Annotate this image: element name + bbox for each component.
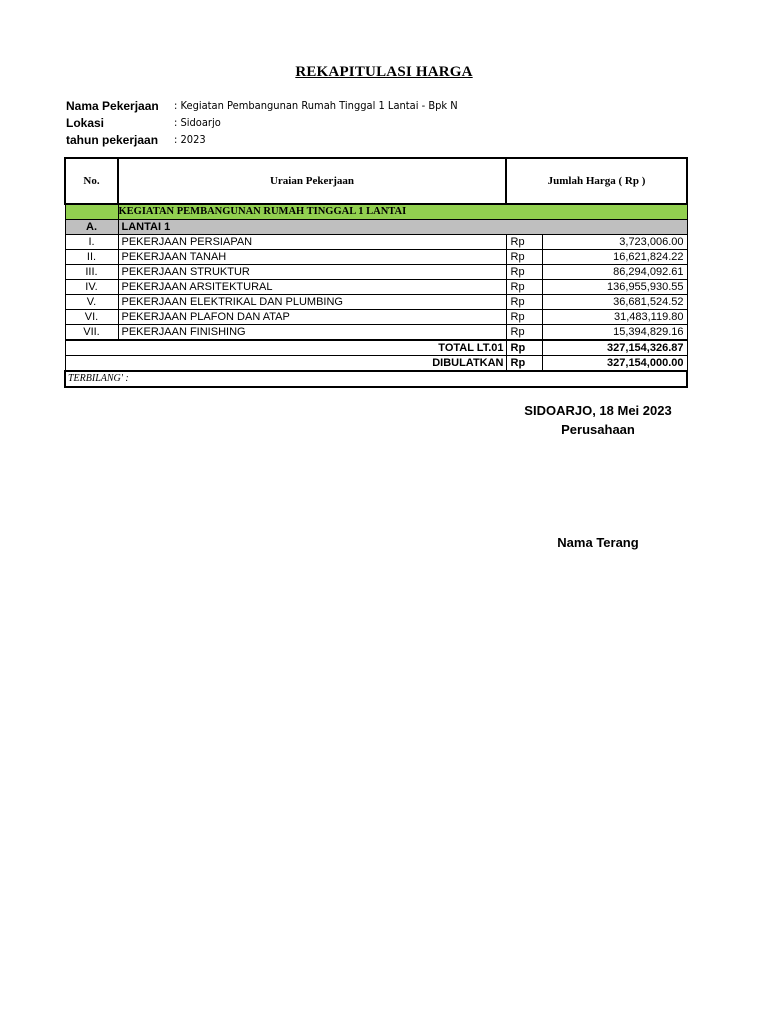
item-no: II. xyxy=(65,250,118,265)
group-label: KEGIATAN PEMBANGUNAN RUMAH TINGGAL 1 LANTAI xyxy=(118,204,687,220)
rounded-amount: 327,154,000.00 xyxy=(542,356,687,372)
item-amount: 136,955,930.55 xyxy=(542,280,687,295)
table-header-row xyxy=(65,158,687,204)
header-desc: Uraian Pekerjaan xyxy=(118,158,506,204)
table-row xyxy=(65,295,687,310)
total-label: TOTAL LT.01 xyxy=(65,340,506,356)
total-currency: Rp xyxy=(506,340,542,356)
item-amount: 86,294,092.61 xyxy=(542,265,687,280)
info-value: : Kegiatan Pembangunan Rumah Tinggal 1 Lantai - Bpk N xyxy=(174,99,458,112)
item-desc: PEKERJAAN PERSIAPAN xyxy=(118,235,506,250)
rounded-currency: Rp xyxy=(506,356,542,372)
item-currency: Rp xyxy=(506,250,542,265)
table-row xyxy=(65,325,687,341)
info-label: tahun pekerjaan xyxy=(66,132,159,147)
recap-table xyxy=(64,157,688,388)
item-currency: Rp xyxy=(506,235,542,250)
item-currency: Rp xyxy=(506,325,542,341)
group-row xyxy=(65,204,687,220)
table-row xyxy=(65,265,687,280)
item-currency: Rp xyxy=(506,310,542,325)
item-no: V. xyxy=(65,295,118,310)
item-currency: Rp xyxy=(506,280,542,295)
item-amount: 3,723,006.00 xyxy=(542,235,687,250)
info-value: : 2023 xyxy=(174,133,206,146)
info-label: Nama Pekerjaan xyxy=(66,98,159,113)
header-amount: Jumlah Harga ( Rp ) xyxy=(506,158,687,204)
item-amount: 36,681,524.52 xyxy=(542,295,687,310)
item-desc: PEKERJAAN FINISHING xyxy=(118,325,506,341)
item-amount: 16,621,824.22 xyxy=(542,250,687,265)
section-label: LANTAI 1 xyxy=(118,220,687,235)
item-no: VI. xyxy=(65,310,118,325)
rounded-row xyxy=(65,356,687,372)
item-no: VII. xyxy=(65,325,118,341)
rounded-label: DIBULATKAN xyxy=(65,356,506,372)
item-amount: 31,483,119.80 xyxy=(542,310,687,325)
info-label: Lokasi xyxy=(66,115,105,130)
terbilang-row xyxy=(65,371,687,387)
table-row xyxy=(65,310,687,325)
section-row xyxy=(65,220,687,235)
info-row-project xyxy=(66,97,489,114)
document-title: REKAPITULASI HARGA xyxy=(295,64,473,80)
signature-name: Nama Terang xyxy=(557,535,639,550)
item-desc: PEKERJAAN TANAH xyxy=(118,250,506,265)
item-currency: Rp xyxy=(506,295,542,310)
table-row xyxy=(65,250,687,265)
item-amount: 15,394,829.16 xyxy=(542,325,687,341)
info-row-location xyxy=(66,114,489,131)
project-info xyxy=(66,97,489,148)
signature-company: Perusahaan xyxy=(561,422,635,437)
header-no: No. xyxy=(65,158,118,204)
info-value: : Sidoarjo xyxy=(174,116,221,129)
item-desc: PEKERJAAN ARSITEKTURAL xyxy=(118,280,506,295)
item-desc: PEKERJAAN PLAFON DAN ATAP xyxy=(118,310,506,325)
section-no: A. xyxy=(65,220,118,235)
item-no: III. xyxy=(65,265,118,280)
terbilang-label: TERBILANG' : xyxy=(65,371,687,387)
info-row-year xyxy=(66,131,489,148)
item-no: IV. xyxy=(65,280,118,295)
item-desc: PEKERJAAN STRUKTUR xyxy=(118,265,506,280)
total-amount: 327,154,326.87 xyxy=(542,340,687,356)
table-row xyxy=(65,235,687,250)
group-no-cell xyxy=(65,204,118,220)
total-row xyxy=(65,340,687,356)
item-currency: Rp xyxy=(506,265,542,280)
item-no: I. xyxy=(65,235,118,250)
table-row xyxy=(65,280,687,295)
item-desc: PEKERJAAN ELEKTRIKAL DAN PLUMBING xyxy=(118,295,506,310)
signature-place-date: SIDOARJO, 18 Mei 2023 xyxy=(524,403,672,418)
